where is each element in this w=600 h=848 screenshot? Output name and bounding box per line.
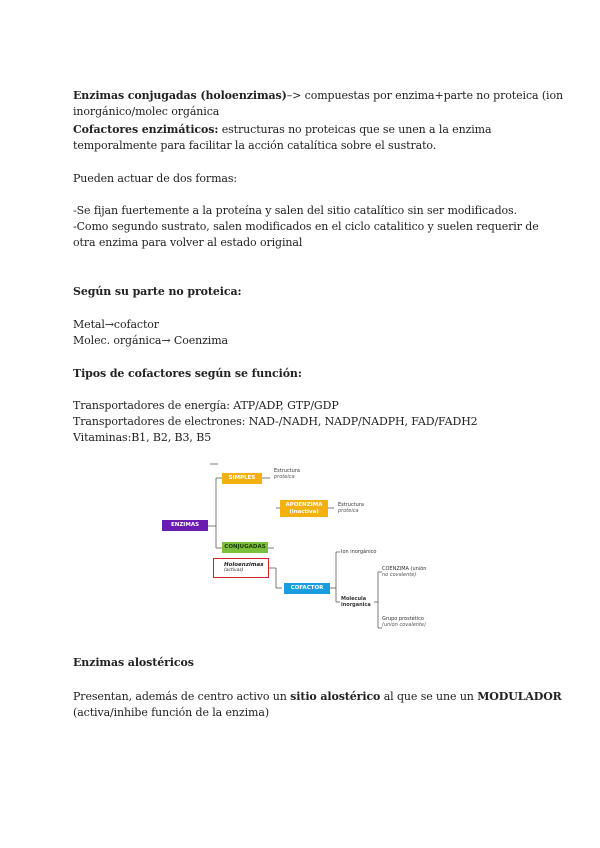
apoenzima-note: Estructura proteica [338,502,364,514]
paragraph-pueden-actuar: Pueden actuar de dos formas: [73,172,238,185]
paragraph-alostericos-line2: (activa/inhibe función de la enzima) [73,706,270,719]
list-item-vitaminas: Vitaminas:B1, B2, B3, B5 [73,431,212,444]
term-modulador: MODULADOR [477,690,562,703]
heading-tipos-cofactores: Tipos de cofactores según se función: [73,367,302,380]
list-item-forma-2-line2: otra enzima para volver al estado original [73,236,303,249]
paragraph-enzimas-conjugadas-line2: inorgánico/molec orgánica [73,105,220,118]
cofactor-box: COFACTOR [284,583,330,594]
list-item-metal: Metal→cofactor [73,318,159,331]
list-item-molec: Molec. orgánica→ Coenzima [73,334,229,347]
enzimas-box: ENZIMAS [162,520,208,531]
holoenzimas-box: Holoenzimas (activas) [213,558,269,578]
enzyme-classification-diagram [150,460,435,638]
simples-box: SIMPLES [222,473,262,484]
molecula-label: Molecula inorganica [341,596,371,608]
list-item-transp-energia: Transportadores de energía: ATP/ADP, GTP/GDP [73,399,339,412]
paragraph-enzimas-conjugadas: Enzimas conjugadas (holoenzimas)–> compuestas por enzima+parte no proteica (ion [73,89,563,102]
list-item-forma-2: -Como segundo sustrato, salen modificados en el ciclo catalitico y suelen requerir de [73,220,539,233]
term-enzimas-conjugadas: Enzimas conjugadas (holoenzimas) [73,89,287,102]
grupo-prostetico-label: Grupo prostético (unión covalente) [382,616,426,628]
simples-note: Estructura proteica [274,468,300,480]
term-sitio-alosterico: sitio alostérico [290,690,381,703]
paragraph-cofactores: Cofactores enzimáticos: estructuras no proteicas que se unen a la enzima [73,123,492,136]
conjugadas-box: CONJUGADAS [222,542,268,553]
term-cofactores: Cofactores enzimáticos: [73,123,219,136]
heading-segun-parte: Según su parte no proteica: [73,285,242,298]
diagram-connectors [150,460,435,638]
ion-inorganico-label: Ion inorgánico [341,549,377,555]
paragraph-cofactores-line2: temporalmente para facilitar la acción catalítica sobre el sustrato. [73,139,437,152]
coenzima-label: COENZIMA (unión no covalente) [382,566,427,578]
paragraph-alostericos: Presentan, además de centro activo un sitio alostérico al que se une un MODULADOR [73,690,562,703]
list-item-forma-1: -Se fijan fuertemente a la proteína y salen del sitio catalítico sin ser modificados. [73,204,517,217]
heading-enzimas-alostericos: Enzimas alostéricos [73,656,194,669]
list-item-transp-electrones: Transportadores de electrones: NAD-/NADH, NADP/NADPH, FAD/FADH2 [73,415,478,428]
apoenzima-box: APOENZIMA (inactiva) [280,500,328,517]
